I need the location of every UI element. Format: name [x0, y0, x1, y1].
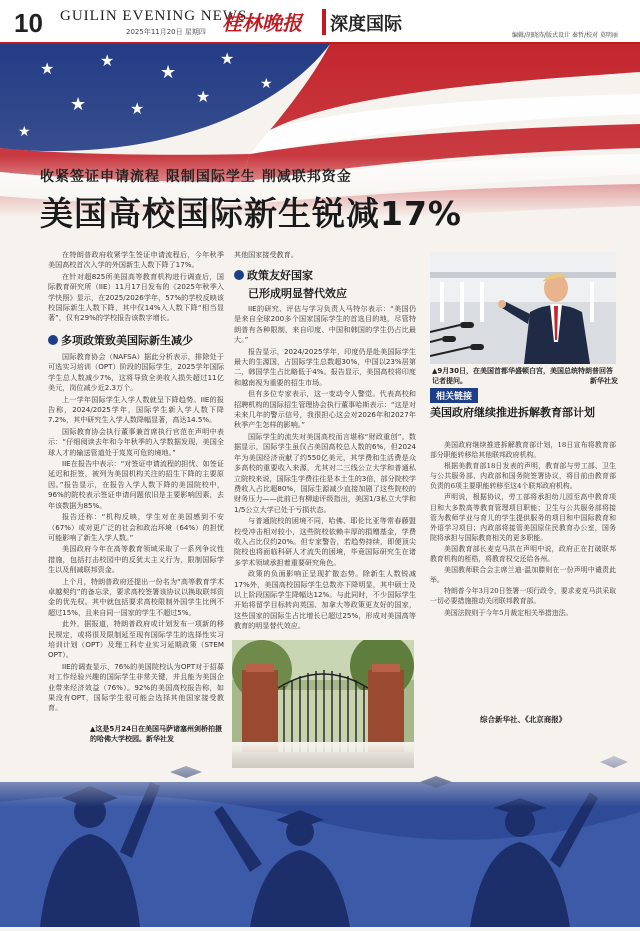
- sidebar-paragraph: 特朗普今年3月20日签署一项行政令，要求麦克马洪采取一切必要措施推动关闭联邦教育部。: [430, 587, 616, 606]
- sidebar-paragraph: 美国政府继续推进拆解教育部计划，18日宣布将教育部部分职能转移给其他联邦政府机构。: [430, 441, 616, 460]
- bullet-icon: [234, 270, 244, 280]
- section-title: 深度国际: [330, 14, 402, 35]
- article-col2-body: [234, 304, 416, 632]
- article-paragraph: 但有多位专家表示，这一变动令人警觉。代表高校和招聘机构的国际招生管理协会执行董事哈斯表示：“这是对未来几年的警示信号，我很担心这会对2026年和2027年秋季产生怎样的影响。”: [234, 389, 416, 430]
- harvard-photo-caption: ▲这是5月24日在美国马萨诸塞州剑桥拍摄的哈佛大学校园。新华社发: [90, 725, 222, 743]
- subhead-1-text: 多项政策致美国际新生减少: [61, 334, 193, 347]
- article-paragraph: IIE的研究、评估与学习负责人马特尔表示：“美国仍是来自全球200多个国家国际学生的首选目的地，尽管特朗普有各种限制，来自印度、中国和韩国的学生仍占比最大。”: [234, 304, 416, 345]
- article-paragraph: 报告还称：“机构反映，学生对在美国感到不安（67%）或对更广泛的社会和政治环境（64%）的担忧可能影响了新生入学人数。”: [48, 512, 224, 542]
- article-paragraph: 美国政府今年在高等教育领域采取了一系列争议性措施，包括打击校园中的反犹太主义行为，限制国际学生以及削减联邦资金。: [48, 544, 224, 575]
- article-paragraph: 国际学生的流失对美国高校而言堪称“财政重创”。数据显示，国际学生虽仅占美国高校总人数的6%，但2024年为美国经济贡献了约550亿美元，其学费和生活费是众多高校的重要收入来源，尤其对二三线公立大学和普通私立院校来说，国际生学费往往是本土生的3倍，部分院校学费收入占比超80%，国际生源减少直接加剧了这些院校的财务压力——此前已有柳迪评级指出，美国1/3私立大学和1/5公立大学已处于亏损状态。: [234, 431, 416, 514]
- sidebar-source: 综合新华社、《北京商报》: [480, 715, 567, 724]
- issue-date: 2025年11月20日 星期四: [126, 28, 206, 36]
- bullet-icon: [48, 335, 58, 345]
- trump-photo-caption: [432, 366, 618, 386]
- headline-kicker: 收紧签证申请流程 限制国际学生 削减联邦资金: [40, 169, 352, 185]
- graduation-silhouette-art: [0, 742, 640, 927]
- article-col1-body: [48, 352, 224, 724]
- article-paragraph: 其他国家接受教育。: [234, 250, 298, 259]
- sidebar-paragraph: 根据美教育部18日发表的声明，教育部与劳工部、卫生与公共服务部、内政部和国务院签署协议，将目前由教育部负责的6项主要职能转移至这4个联邦政府机构。: [430, 462, 616, 491]
- sidebar-paragraph: 美国教师联合会主席兰迪·温加滕则在一份声明中谴责此举。: [430, 566, 616, 585]
- sidebar-body: [430, 440, 616, 710]
- article-paragraph: 与普通院校的困境不同，哈佛、耶伦比亚等常春藤盟校受冲击相对较小，这些院校依赖丰厚的捐赠基金，学费收入占比仅约20%。但专家警告，若趋势持续，即便顶尖院校也将面临科研人才流失的困境，毕竟国际研究生在诸多学术领域承担着重要研究角色。: [234, 516, 416, 567]
- article-paragraph: IIE的调查显示，76%的美国院校认为OPT对于招募对工作经验兴趣的国际学生非常关键，并且能为美国企业带来经济效益（76%）。92%的美国高校报告称，如果没有OPT，国际学生很可能会选择其他国家接受教育。: [48, 661, 224, 713]
- article-paragraph: 在针对超825所美国高等教育机构进行调查后，国际教育研究所（IIE）11月17日发布的《2025年秋季入学快照》显示，在2025/2026学年，57%的学校反映该校国际新生人数下降，其中仅14%入人数下降“相当显著”，仅有29%的学校报告该数字增长。: [48, 271, 224, 323]
- sidebar-tag: 相关链接: [430, 388, 478, 403]
- subhead-2-line1: 政策友好国家: [247, 269, 313, 282]
- trump-photo: [430, 252, 616, 364]
- article-paragraph: IIE在报告中表示：“对签证申请流程的担忧、如签证延迟和拒签，被列为美国机构关注的招生下降的主要原因。”报告显示，在报告入学人数下降的美国院校中，96%的院校表示签证申请问题依旧是主要影响因素，去年该数据为85%。: [48, 459, 224, 510]
- article-paragraph: 国际教育协会执行董事兼首席执行官范在声明中表示：“仔细阅读去年和今年秋季的入学数据发现，美国全球人才的输送管道处于岌岌可危的境地。”: [48, 426, 224, 457]
- article-paragraph: 上个月，特朗普政府还提出一份名为“高等教育学术卓越契约”的备忘录，要求高校签署该协议以换取联邦资金的优先权。其中就包括要求高校限制外国学生比例不超过15%，且来自同一国家的学生不超过5%。: [48, 576, 224, 617]
- caption-text: ▲9月30日，在美国首都华盛顿白宫，美国总统特朗普回答记者提问。: [432, 367, 613, 385]
- article-paragraph: 国际教育协会（NAFSA）据此分析表示，排除处于可选实习培训（OPT）阶段的国际学生，2025学年国际学生总人数减少7%，这将导致全美收入损失超过11亿美元，岗位减少近2.3万个。: [48, 352, 224, 393]
- subhead-2-line2: 已形成明显替代效应: [248, 287, 347, 300]
- subhead-2: [234, 267, 313, 283]
- headline: 美国高校国际新生锐减17%: [40, 194, 462, 233]
- article-col1-intro: [48, 250, 224, 325]
- sidebar-headline: 美国政府继续推进拆解教育部计划: [430, 406, 595, 419]
- article-paragraph: 在特朗普政府收紧学生签证申请流程后，今年秋季美国高校首次入学的外国新生人数下降了17%。: [48, 250, 224, 270]
- photo-credit: 新华社发: [590, 377, 618, 385]
- subhead-1: [48, 332, 193, 348]
- paper-name-en: GUILIN EVENING NEWS: [60, 8, 248, 24]
- sidebar-paragraph: 声明说，根据协议，劳工部将承担幼儿园至高中教育项目和大多数高等教育管理项目职能；卫生与公共服务部将接管为教师学业与育儿的学生提供服务的项目和中国际教育和外语学习项目；内政部将接管美国原住民教育办公室，国务院将承担与国际教育相关的更多职能。: [430, 493, 616, 542]
- article-paragraph: 政策的负面影响正呈现扩散态势。除新生人数锐减17%外，美国高校国际学生总数亦下降明显，其中硕士及以上阶段国际学生降幅达12%。与此同时，不少国际学生开始将留学目标转向英国、加拿大等政策更友好的国家，这些国家的国际生占比增长已超过25%，形成对美国高等教育的明显替代效应。: [234, 569, 416, 631]
- article-paragraph: 此外，据报道，特朗普政府或计划发布一项新的移民规定，或将很及限制延至现有国际学生的选择性实习培训计划（OPT）及理工科专业实习延期政策（STEM OPT）。: [48, 619, 224, 660]
- sidebar-paragraph: 美国教育部长麦克马洪在声明中说，政府正在打破联邦教育机构的桎梏，将教育权交还给各州。: [430, 544, 616, 564]
- editor-credits: 编辑/胡晓涛/版式设计 秦哲/校对 莫明丽: [512, 32, 618, 39]
- sidebar-paragraph: 美国法院则于今年5月裁定相关举措违法。: [444, 608, 573, 617]
- article-paragraph: 上一学年国际学生入学人数就呈下降趋势。IIE的报告称，2024/2025学年，国际学生新入学人数下降7.2%，其中研究生入学人数降幅显著，高达14.5%。: [48, 394, 224, 425]
- article-col2-lead: [234, 250, 416, 261]
- paper-logo: 桂林晚报: [222, 11, 302, 35]
- page-number: 10: [14, 8, 43, 38]
- article-paragraph: 报告显示，2024/2025学年，印度仍是赴美国际学生最大的生源国，占国际学生总数超30%，中国以23%居第二，韩国学生占比略低于4%。报告显示，美国高校将印度和越南视为重要的招生市场。: [234, 346, 416, 387]
